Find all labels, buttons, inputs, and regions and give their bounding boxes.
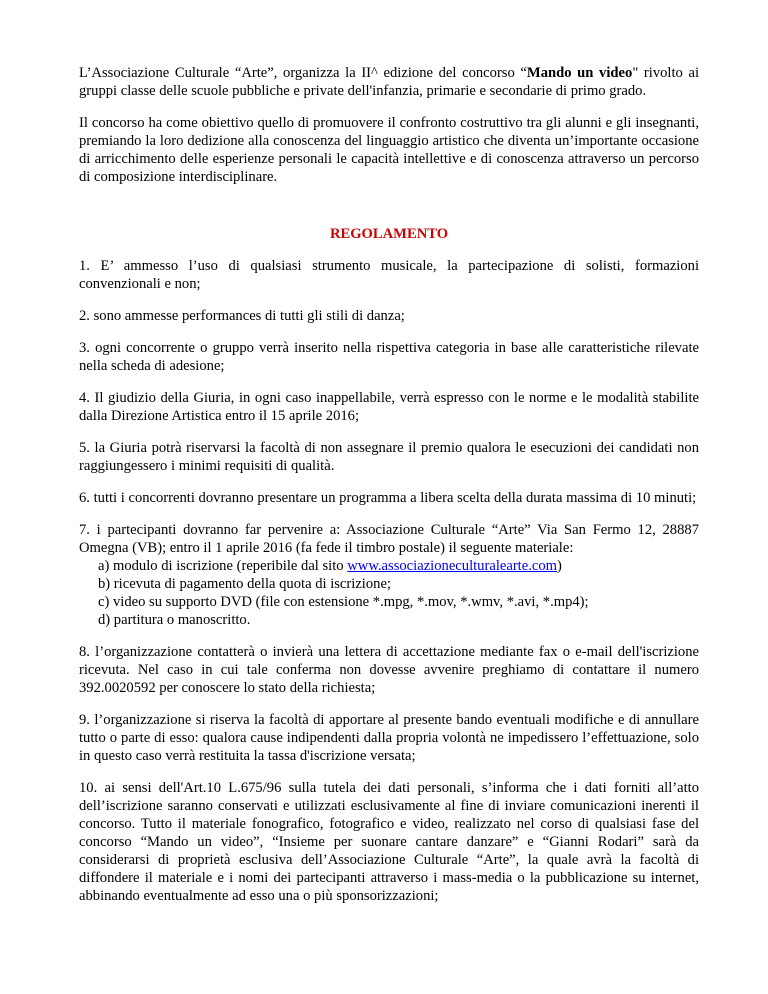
- rule-1: 1. E’ ammesso l’uso di qualsiasi strumento musicale, la partecipazione di solisti, formazioni convenzionali e non;: [79, 258, 699, 292]
- intro-paragraph-2: Il concorso ha come obiettivo quello di promuovere il confronto costruttivo tra gli alunni e gli insegnanti, premiando la loro dedizione alla conoscenza del linguaggio artistico che diventa un’importante occasione di arricchimento delle esperienze personali le capacità intellettive e di conoscenza attraverso un percorso di composizione interdisciplinare.: [79, 115, 699, 185]
- rule-10: 10. ai sensi dell'Art.10 L.675/96 sulla tutela dei dati personali, s’informa che i dati forniti all’atto dell’iscrizione saranno conservati e utilizzati esclusivamente al fine di inviare comunicazioni inerenti il concorso. Tutto il materiale fonografico, fotografico e video, realizzato nel corso di qualsiasi fase del concorso “Mando un video”, “Insieme per suonare cantare danzare” e “Gianni Rodari” sarà da considerarsi di proprietà esclusiva dell’Associazione Culturale “Arte”, la quale avrà la facoltà di diffondere il materiale e i nomi dei partecipanti attraverso i mass-media o la pubblicazione su internet, abbinando eventualmente ad esso una o più sponsorizzazioni;: [79, 780, 699, 904]
- rule-8: 8. l’organizzazione contatterà o invierà una lettera di accettazione mediante fax o e-mail dell'iscrizione ricevuta. Nel caso in cui tale conferma non dovesse avvenire preghiamo di contattare il numero 392.0020592 per conoscere lo stato della richiesta;: [79, 644, 699, 696]
- rule-3: 3. ogni concorrente o gruppo verrà inserito nella rispettiva categoria in base alle caratteristiche rilevate nella scheda di adesione;: [79, 340, 699, 374]
- rule-7: [79, 521, 699, 629]
- contest-name: Mando un video: [526, 65, 633, 81]
- intro-text-start: L’Associazione Culturale “Arte”, organizza la II^ edizione del concorso “: [79, 65, 527, 81]
- rule-9: 9. l’organizzazione si riserva la facoltà di apportare al presente bando eventuali modifiche e di annullare tutto o parte di esso: qualora cause indipendenti dalla propria volontà ne impedissero l’effettuazione, solo in questo caso verrà restituita la tassa d'iscrizione versata;: [79, 712, 699, 764]
- website-link[interactable]: www.associazioneculturalearte.com: [347, 558, 557, 574]
- document-page: [79, 64, 699, 919]
- rule-5: 5. la Giuria potrà riservarsi la facoltà di non assegnare il premio qualora le esecuzioni dei candidati non raggiungessero i minimi requisiti di qualità.: [79, 440, 699, 474]
- rule-6: 6. tutti i concorrenti dovranno presentare un programma a libera scelta della durata massima di 10 minuti;: [79, 490, 697, 506]
- intro-text-end: " rivolto ai gruppi classe delle scuole pubbliche e private dell'infanzia, primarie e secondarie di primo grado.: [79, 65, 700, 99]
- rule-7-text: 7. i partecipanti dovranno far pervenire a: Associazione Culturale “Arte” Via San Fermo 12, 28887 Omegna (VB); entro il 1 aprile 2016 (fa fede il timbro postale) il seguente materiale:: [79, 522, 699, 556]
- list-item-b: b) ricevuta di pagamento della quota di iscrizione;: [98, 576, 391, 592]
- rule-4: 4. Il giudizio della Giuria, in ogni caso inappellabile, verrà espresso con le norme e le modalità stabilite dalla Direzione Artistica entro il 15 aprile 2016;: [79, 390, 699, 424]
- rule-2: 2. sono ammesse performances di tutti gli stili di danza;: [79, 308, 405, 324]
- list-item-a: a) modulo di iscrizione (reperibile dal sito www.associazioneculturalearte.com): [98, 558, 562, 574]
- list-item-c: c) video su supporto DVD (file con estensione *.mpg, *.mov, *.wmv, *.avi, *.mp4);: [98, 594, 589, 610]
- rule-7-materials-list: [79, 557, 699, 629]
- intro-paragraph-1: [79, 64, 699, 100]
- section-title: REGOLAMENTO: [329, 226, 449, 242]
- list-item-d: d) partitura o manoscritto.: [98, 612, 251, 628]
